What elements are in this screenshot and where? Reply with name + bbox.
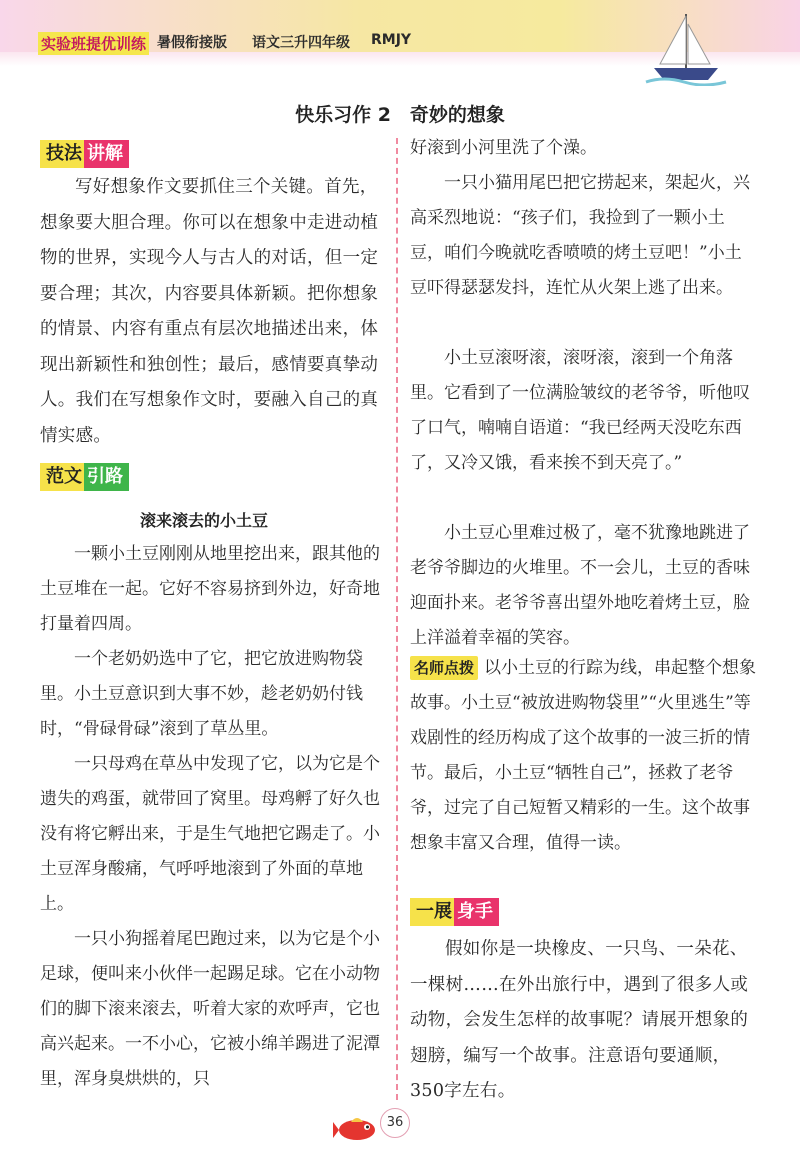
example-badge-part-b: 引路 [84,463,129,491]
page-header [0,0,800,86]
essay-paragraph-6: 小土豆滚呀滚，滚呀滚，滚到一个角落里。它看到了一位满脸皱纹的老爷爷，听他叹了口气，喃喃自语道：“我已经两天没吃东西了，又冷又饿，看来挨不到天亮了。” [410,348,750,473]
column-divider [396,138,398,1100]
edition-label: 暑假衔接版 [157,35,227,51]
fish-icon [333,1112,383,1144]
page-number: 36 [380,1108,410,1138]
practice-badge [410,898,499,926]
example-badge [40,463,129,491]
method-badge-part-a: 技法 [40,140,84,168]
practice-badge-part-b: 身手 [454,898,499,926]
essay-paragraph-5: 一只小猫用尾巴把它捞起来，架起火，兴高采烈地说：“孩子们，我捡到了一颗小土豆，咱们今晚就吃香喷喷的烤土豆吧！”小土豆吓得瑟瑟发抖，连忙从火架上逃了出来。 [410,173,750,298]
sailboat-icon [640,10,730,86]
grade-label: 语文三升四年级 [252,35,350,51]
essay-paragraph-4-continued: 好滚到小河里洗了个澡。 [410,138,597,158]
series-title: 实验班提优训练 [38,32,149,55]
method-text: 写好想象作文要抓住三个关键。首先，想象要大胆合理。你可以在想象中走进动植物的世界，实现今人与古人的对话，但一定要合理；其次，内容要具体新颖。把你想象的情景、内容有重点有层次地描述出来，体现出新颖性和独创性；最后，感情要真挚动人。我们在写想象作文时，要融入自己的真情实感。 [40,177,379,446]
practice-text: 假如你是一块橡皮、一只鸟、一朵花、一棵树……在外出旅行中，遇到了很多人或动物，会发生怎样的故事呢？请展开想象的翅膀，编写一个故事。注意语句要通顺，350字左右。 [410,939,749,1101]
practice-badge-part-a: 一展 [410,898,454,926]
essay-paragraph-2: 一个老奶奶选中了它，把它放进购物袋里。小土豆意识到大事不妙，趁老奶奶付钱时，“骨碌骨碌”滚到了草丛里。 [40,649,363,739]
essay-paragraph-3: 一只母鸡在草丛中发现了它，以为它是个遗失的鸡蛋，就带回了窝里。母鸡孵了好久也没有将它孵出来，于是生气地把它踢走了。小土豆浑身酸痛，气呼呼地滚到了外面的草地上。 [40,754,380,914]
essay-paragraph-7: 小土豆心里难过极了，毫不犹豫地跳进了老爷爷脚边的火堆里。不一会儿，土豆的香味迎面扑来。老爷爷喜出望外地吃着烤土豆，脸上洋溢着幸福的笑容。 [410,523,750,648]
teacher-tip [410,651,756,861]
page-title: 快乐习作 2 奇妙的想象 [295,104,505,126]
essay-paragraph-1: 一颗小土豆刚刚从地里挖出来，跟其他的土豆堆在一起。它好不容易挤到外边，好奇地打量着四周。 [40,544,380,634]
example-badge-part-a: 范文 [40,463,84,491]
teacher-tip-label: 名师点拨 [410,656,478,680]
teacher-tip-text: 以小土豆的行踪为线，串起整个想象故事。小土豆“被放进购物袋里”“火里逃生”等戏剧性的经历构成了这个故事的一波三折的情节。最后，小土豆“牺牲自己”，拯救了老爷爷，过完了自己短暂又精彩的一生。这个故事想象丰富又合理，值得一读。 [410,658,757,853]
method-badge [40,140,129,168]
publisher-code: RMJY [371,32,412,48]
essay-title: 滚来滚去的小土豆 [140,511,269,530]
essay-paragraph-4: 一只小狗摇着尾巴跑过来，以为它是个小足球，便叫来小伙伴一起踢足球。它在小动物们的脚下滚来滚去，听着大家的欢呼声，它也高兴起来。一不小心，它被小绵羊踢进了泥潭里，浑身臭烘烘的，只 [40,929,380,1089]
method-badge-part-b: 讲解 [84,140,129,168]
